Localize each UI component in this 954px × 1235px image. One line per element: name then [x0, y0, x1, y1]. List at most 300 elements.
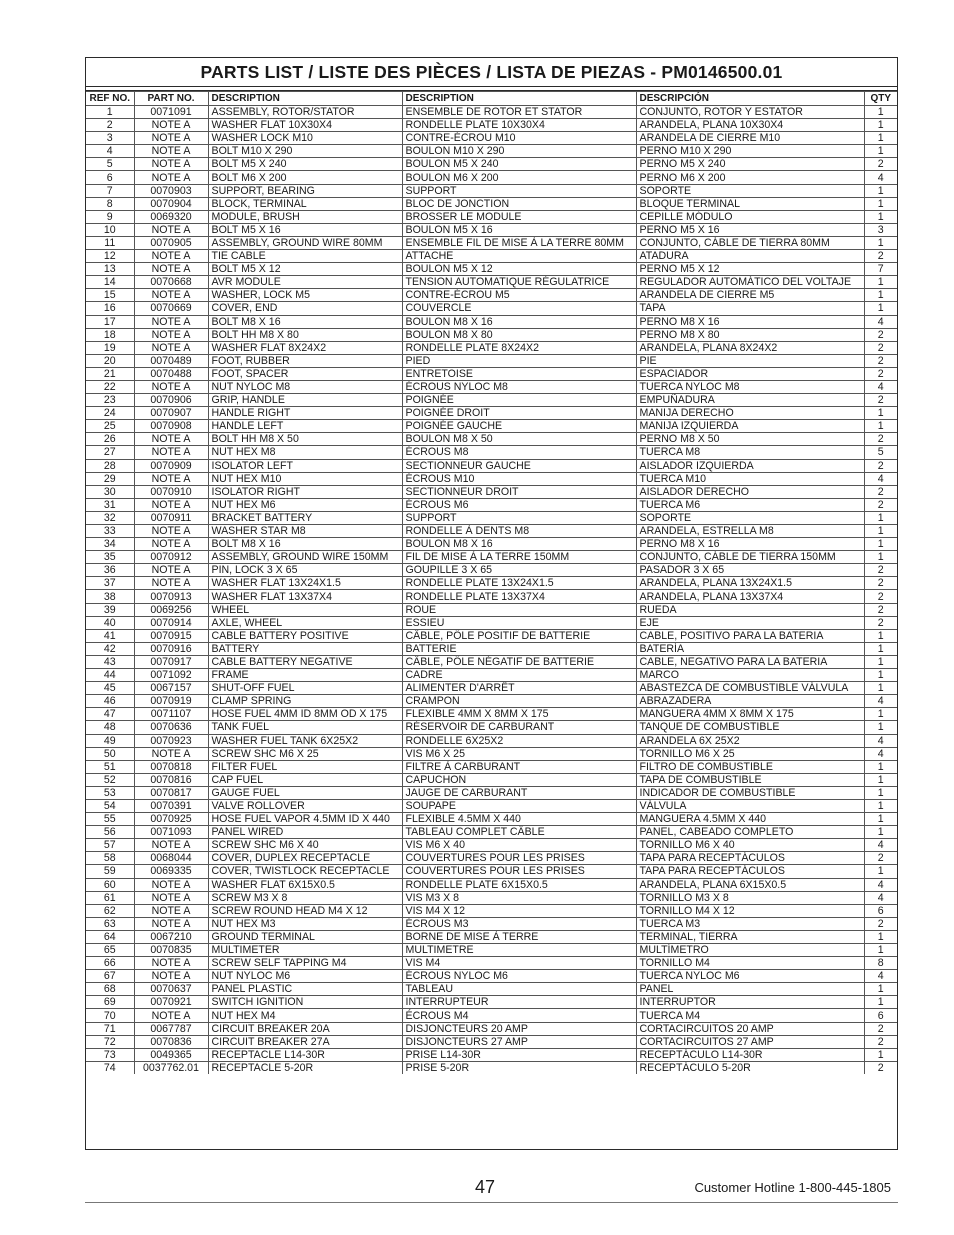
- cell-ref-no: 49: [86, 734, 134, 747]
- cell-ref-no: 67: [86, 970, 134, 983]
- cell-qty: 4: [864, 970, 897, 983]
- cell-description-en: BOLT M5 X 12: [208, 263, 402, 276]
- table-row: [86, 891, 897, 904]
- table-row: [86, 236, 897, 249]
- cell-description-fr: COUVERTURES POUR LES PRISES: [402, 852, 636, 865]
- cell-part-no: 0070904: [134, 197, 208, 210]
- cell-part-no: NOTE A: [134, 132, 208, 145]
- cell-part-no: NOTE A: [134, 957, 208, 970]
- cell-description-es: TAPA PARA RECEPTÁCULOS: [636, 865, 864, 878]
- cell-ref-no: 11: [86, 236, 134, 249]
- cell-description-es: RECEPTÁCULO 5-20R: [636, 1061, 864, 1074]
- cell-description-fr: ENTRETOISE: [402, 367, 636, 380]
- cell-ref-no: 2: [86, 119, 134, 132]
- cell-qty: 1: [864, 407, 897, 420]
- cell-part-no: 0071107: [134, 708, 208, 721]
- cell-part-no: 0070817: [134, 786, 208, 799]
- table-row: [86, 878, 897, 891]
- cell-qty: 2: [864, 590, 897, 603]
- cell-ref-no: 61: [86, 891, 134, 904]
- cell-description-en: HANDLE RIGHT: [208, 407, 402, 420]
- table-row: [86, 983, 897, 996]
- cell-description-fr: TENSION AUTOMATIQUE RÉGULATRICE: [402, 276, 636, 289]
- cell-part-no: 0070906: [134, 394, 208, 407]
- cell-ref-no: 5: [86, 158, 134, 171]
- cell-description-fr: VIS M6 X 25: [402, 747, 636, 760]
- cell-description-en: ISOLATOR RIGHT: [208, 485, 402, 498]
- cell-ref-no: 14: [86, 276, 134, 289]
- cell-description-en: CIRCUIT BREAKER 20A: [208, 1022, 402, 1035]
- table-row: [86, 197, 897, 210]
- cell-ref-no: 59: [86, 865, 134, 878]
- cell-description-es: MULTÍMETRO: [636, 944, 864, 957]
- table-row: [86, 433, 897, 446]
- cell-description-en: MODULE, BRUSH: [208, 210, 402, 223]
- cell-description-fr: SOUPAPE: [402, 799, 636, 812]
- cell-description-en: SCREW SELF TAPPING M4: [208, 957, 402, 970]
- title-bar: [86, 58, 897, 87]
- cell-description-en: FOOT, RUBBER: [208, 354, 402, 367]
- cell-description-es: ARANDELA DE CIERRE M5: [636, 289, 864, 302]
- table-row: [86, 786, 897, 799]
- cell-qty: 2: [864, 354, 897, 367]
- cell-description-es: PERNO M8 X 16: [636, 315, 864, 328]
- cell-description-fr: FIL DE MISE À LA TERRE 150MM: [402, 551, 636, 564]
- table-row: [86, 119, 897, 132]
- cell-description-en: WASHER, LOCK M5: [208, 289, 402, 302]
- table-row: [86, 708, 897, 721]
- cell-description-fr: ENSEMBLE FIL DE MISE À LA TERRE 80MM: [402, 236, 636, 249]
- table-row: [86, 917, 897, 930]
- cell-part-no: NOTE A: [134, 839, 208, 852]
- table-row: [86, 446, 897, 459]
- cell-description-fr: VIS M4: [402, 957, 636, 970]
- cell-part-no: 0070905: [134, 236, 208, 249]
- header-description-es: DESCRIPCIÓN: [636, 92, 864, 106]
- cell-qty: 1: [864, 289, 897, 302]
- table-row: [86, 341, 897, 354]
- cell-qty: 4: [864, 171, 897, 184]
- cell-ref-no: 9: [86, 210, 134, 223]
- cell-description-es: PANEL, CABEADO COMPLETO: [636, 826, 864, 839]
- cell-part-no: 0069256: [134, 603, 208, 616]
- cell-description-es: MANIJA IZQUIERDA: [636, 420, 864, 433]
- table-row: [86, 289, 897, 302]
- cell-description-es: ABRAZADERA: [636, 695, 864, 708]
- cell-ref-no: 35: [86, 551, 134, 564]
- cell-qty: 1: [864, 669, 897, 682]
- cell-description-en: SCREW SHC M6 X 40: [208, 839, 402, 852]
- cell-description-fr: ÉCROUS M3: [402, 917, 636, 930]
- cell-description-en: NUT HEX M6: [208, 498, 402, 511]
- cell-description-es: ARANDELA, PLANA 13X24X1.5: [636, 577, 864, 590]
- cell-ref-no: 71: [86, 1022, 134, 1035]
- cell-description-es: TUERCA M8: [636, 446, 864, 459]
- cell-description-fr: BORNE DE MISE À TERRE: [402, 930, 636, 943]
- cell-ref-no: 8: [86, 197, 134, 210]
- cell-part-no: NOTE A: [134, 891, 208, 904]
- cell-ref-no: 29: [86, 472, 134, 485]
- cell-description-es: ESPACIADOR: [636, 367, 864, 380]
- cell-description-fr: GOUPILLE 3 X 65: [402, 564, 636, 577]
- cell-qty: 2: [864, 485, 897, 498]
- cell-qty: 1: [864, 302, 897, 315]
- table-row: [86, 904, 897, 917]
- cell-description-en: ASSEMBLY, ROTOR/STATOR: [208, 106, 402, 119]
- cell-description-fr: CONTRE-ÉCROU M5: [402, 289, 636, 302]
- cell-description-en: CIRCUIT BREAKER 27A: [208, 1035, 402, 1048]
- cell-ref-no: 18: [86, 328, 134, 341]
- header-description-fr: DESCRIPTION: [402, 92, 636, 106]
- cell-description-fr: BROSSER LE MODULE: [402, 210, 636, 223]
- cell-qty: 2: [864, 852, 897, 865]
- cell-description-es: INDICADOR DE COMBUSTIBLE: [636, 786, 864, 799]
- cell-ref-no: 55: [86, 813, 134, 826]
- cell-qty: 2: [864, 158, 897, 171]
- cell-ref-no: 39: [86, 603, 134, 616]
- cell-description-fr: ROUE: [402, 603, 636, 616]
- cell-description-en: WASHER FLAT 13X37X4: [208, 590, 402, 603]
- cell-qty: 4: [864, 695, 897, 708]
- table-row: [86, 1035, 897, 1048]
- table-row: [86, 407, 897, 420]
- cell-description-en: PANEL PLASTIC: [208, 983, 402, 996]
- table-row: [86, 603, 897, 616]
- table-row: [86, 498, 897, 511]
- cell-ref-no: 63: [86, 917, 134, 930]
- cell-ref-no: 13: [86, 263, 134, 276]
- table-row: [86, 158, 897, 171]
- cell-qty: 2: [864, 367, 897, 380]
- cell-ref-no: 48: [86, 721, 134, 734]
- cell-description-en: GRIP, HANDLE: [208, 394, 402, 407]
- cell-description-en: RECEPTACLE 5-20R: [208, 1061, 402, 1074]
- cell-description-fr: ENSEMBLE DE ROTOR ET STATOR: [402, 106, 636, 119]
- cell-ref-no: 42: [86, 642, 134, 655]
- cell-description-es: TUERCA M4: [636, 1009, 864, 1022]
- cell-description-fr: JAUGE DE CARBURANT: [402, 786, 636, 799]
- cell-description-es: CONJUNTO, CÁBLE DE TIERRA 150MM: [636, 551, 864, 564]
- cell-part-no: NOTE A: [134, 171, 208, 184]
- cell-part-no: 0070489: [134, 354, 208, 367]
- cell-qty: 2: [864, 577, 897, 590]
- cell-description-fr: BOULON M8 X 80: [402, 328, 636, 341]
- table-row: [86, 1009, 897, 1022]
- cell-qty: 2: [864, 616, 897, 629]
- cell-qty: 1: [864, 538, 897, 551]
- table-row: [86, 263, 897, 276]
- table-row: [86, 525, 897, 538]
- cell-description-es: ARANDELA, PLANA 8X24X2: [636, 341, 864, 354]
- cell-ref-no: 66: [86, 957, 134, 970]
- cell-qty: 2: [864, 459, 897, 472]
- cell-description-es: CONJUNTO, ROTOR Y ESTATOR: [636, 106, 864, 119]
- cell-description-es: REGULADOR AUTOMÁTICO DEL VOLTAJE: [636, 276, 864, 289]
- cell-description-es: ABASTEZCA DE COMBUSTIBLE VÁLVULA: [636, 682, 864, 695]
- cell-description-en: BRACKET BATTERY: [208, 511, 402, 524]
- cell-qty: 3: [864, 223, 897, 236]
- table-row: [86, 747, 897, 760]
- cell-description-en: CABLE BATTERY NEGATIVE: [208, 655, 402, 668]
- cell-qty: 1: [864, 682, 897, 695]
- cell-qty: 1: [864, 420, 897, 433]
- table-row: [86, 511, 897, 524]
- cell-ref-no: 15: [86, 289, 134, 302]
- cell-description-fr: SECTIONNEUR DROIT: [402, 485, 636, 498]
- cell-qty: 4: [864, 315, 897, 328]
- cell-description-en: WASHER FUEL TANK 6X25X2: [208, 734, 402, 747]
- cell-description-fr: INTERRUPTEUR: [402, 996, 636, 1009]
- cell-part-no: NOTE A: [134, 878, 208, 891]
- cell-description-en: FILTER FUEL: [208, 760, 402, 773]
- cell-qty: 5: [864, 446, 897, 459]
- table-row: [86, 970, 897, 983]
- cell-description-fr: CÂBLE, PÔLE POSITIF DE BATTERIE: [402, 629, 636, 642]
- cell-qty: 1: [864, 813, 897, 826]
- cell-qty: 1: [864, 184, 897, 197]
- header-qty: QTY: [864, 92, 897, 106]
- cell-description-en: TIE CABLE: [208, 250, 402, 263]
- cell-qty: 1: [864, 511, 897, 524]
- table-row: [86, 852, 897, 865]
- cell-qty: 1: [864, 773, 897, 786]
- cell-description-en: GAUGE FUEL: [208, 786, 402, 799]
- cell-description-en: MULTIMETER: [208, 944, 402, 957]
- cell-description-en: WASHER FLAT 6X15X0.5: [208, 878, 402, 891]
- cell-qty: 1: [864, 197, 897, 210]
- cell-ref-no: 27: [86, 446, 134, 459]
- cell-qty: 2: [864, 341, 897, 354]
- cell-ref-no: 6: [86, 171, 134, 184]
- cell-part-no: 0070836: [134, 1035, 208, 1048]
- table-row: [86, 721, 897, 734]
- cell-ref-no: 65: [86, 944, 134, 957]
- cell-ref-no: 54: [86, 799, 134, 812]
- table-row: [86, 223, 897, 236]
- cell-description-es: TORNILLO M4: [636, 957, 864, 970]
- cell-part-no: NOTE A: [134, 917, 208, 930]
- cell-description-fr: BOULON M5 X 12: [402, 263, 636, 276]
- cell-qty: 1: [864, 119, 897, 132]
- cell-description-fr: BLOC DE JONCTION: [402, 197, 636, 210]
- cell-qty: 1: [864, 786, 897, 799]
- cell-description-en: SHUT-OFF FUEL: [208, 682, 402, 695]
- cell-description-en: NUT HEX M3: [208, 917, 402, 930]
- cell-description-en: TANK FUEL: [208, 721, 402, 734]
- table-row: [86, 106, 897, 119]
- cell-description-en: CAP FUEL: [208, 773, 402, 786]
- cell-description-fr: CRAMPON: [402, 695, 636, 708]
- cell-description-fr: VIS M4 X 12: [402, 904, 636, 917]
- cell-description-es: FILTRO DE COMBUSTIBLE: [636, 760, 864, 773]
- table-row: [86, 813, 897, 826]
- cell-description-es: PERNO M5 X 16: [636, 223, 864, 236]
- cell-qty: 8: [864, 957, 897, 970]
- table-row: [86, 629, 897, 642]
- cell-description-es: EMPUÑADURA: [636, 394, 864, 407]
- cell-description-es: PERNO M8 X 16: [636, 538, 864, 551]
- cell-description-en: WHEEL: [208, 603, 402, 616]
- header-part-no: PART NO.: [134, 92, 208, 106]
- table-row: [86, 551, 897, 564]
- cell-description-fr: PRISE 5-20R: [402, 1061, 636, 1074]
- cell-description-en: WASHER FLAT 8X24X2: [208, 341, 402, 354]
- cell-description-en: SCREW SHC M6 X 25: [208, 747, 402, 760]
- footer-rule: [85, 1202, 898, 1203]
- cell-qty: 2: [864, 1061, 897, 1074]
- cell-description-en: ASSEMBLY, GROUND WIRE 150MM: [208, 551, 402, 564]
- cell-qty: 1: [864, 1048, 897, 1061]
- table-row: [86, 826, 897, 839]
- cell-part-no: 0070391: [134, 799, 208, 812]
- cell-part-no: 0068044: [134, 852, 208, 865]
- cell-qty: 1: [864, 145, 897, 158]
- cell-part-no: 0069335: [134, 865, 208, 878]
- cell-description-es: ATADURA: [636, 250, 864, 263]
- cell-description-fr: DISJONCTEURS 27 AMP: [402, 1035, 636, 1048]
- table-row: [86, 865, 897, 878]
- cell-description-en: RECEPTACLE L14-30R: [208, 1048, 402, 1061]
- cell-qty: 2: [864, 917, 897, 930]
- cell-ref-no: 22: [86, 380, 134, 393]
- cell-description-fr: ÉCROUS M6: [402, 498, 636, 511]
- cell-part-no: NOTE A: [134, 498, 208, 511]
- cell-description-fr: FLEXIBLE 4MM X 8MM X 175: [402, 708, 636, 721]
- cell-description-fr: COUVERCLE: [402, 302, 636, 315]
- table-row: [86, 302, 897, 315]
- cell-part-no: NOTE A: [134, 119, 208, 132]
- cell-ref-no: 53: [86, 786, 134, 799]
- cell-description-es: TUERCA NYLOC M8: [636, 380, 864, 393]
- cell-qty: 2: [864, 328, 897, 341]
- cell-description-es: TUERCA M10: [636, 472, 864, 485]
- cell-ref-no: 25: [86, 420, 134, 433]
- cell-part-no: 0070909: [134, 459, 208, 472]
- cell-description-es: PERNO M8 X 50: [636, 433, 864, 446]
- cell-ref-no: 19: [86, 341, 134, 354]
- cell-qty: 1: [864, 655, 897, 668]
- cell-qty: 1: [864, 106, 897, 119]
- cell-description-en: AXLE, WHEEL: [208, 616, 402, 629]
- parts-table-body: [86, 106, 897, 1075]
- cell-part-no: 0070636: [134, 721, 208, 734]
- cell-description-es: CABLE, POSITIVO PARA LA BATERIA: [636, 629, 864, 642]
- cell-description-fr: BOULON M6 X 200: [402, 171, 636, 184]
- cell-ref-no: 34: [86, 538, 134, 551]
- cell-description-es: MANIJA DERECHO: [636, 407, 864, 420]
- cell-qty: 2: [864, 564, 897, 577]
- cell-description-en: BOLT M8 X 16: [208, 538, 402, 551]
- cell-description-es: CORTACIRCUITOS 27 AMP: [636, 1035, 864, 1048]
- cell-qty: 4: [864, 380, 897, 393]
- cell-description-es: ARANDELA, PLANA 10X30X4: [636, 119, 864, 132]
- table-row: [86, 577, 897, 590]
- table-row: [86, 538, 897, 551]
- cell-qty: 4: [864, 734, 897, 747]
- cell-ref-no: 41: [86, 629, 134, 642]
- cell-description-en: BOLT HH M8 X 50: [208, 433, 402, 446]
- cell-description-en: GROUND TERMINAL: [208, 930, 402, 943]
- cell-ref-no: 45: [86, 682, 134, 695]
- cell-description-fr: ALIMENTER D'ARRÊT: [402, 682, 636, 695]
- cell-qty: 2: [864, 250, 897, 263]
- cell-description-fr: SUPPORT: [402, 511, 636, 524]
- cell-part-no: 0070637: [134, 983, 208, 996]
- cell-qty: 1: [864, 210, 897, 223]
- table-row: [86, 1022, 897, 1035]
- cell-description-fr: POIGNÉE DROIT: [402, 407, 636, 420]
- cell-description-en: NUT HEX M8: [208, 446, 402, 459]
- cell-qty: 2: [864, 1035, 897, 1048]
- cell-description-en: HOSE FUEL 4MM ID 8MM OD X 175: [208, 708, 402, 721]
- cell-description-es: AISLADOR DERECHO: [636, 485, 864, 498]
- cell-description-fr: RONDELLE PLATE 8X24X2: [402, 341, 636, 354]
- cell-description-fr: RONDELLE 6X25X2: [402, 734, 636, 747]
- cell-ref-no: 58: [86, 852, 134, 865]
- cell-description-fr: TABLEAU: [402, 983, 636, 996]
- cell-part-no: 0070919: [134, 695, 208, 708]
- cell-part-no: NOTE A: [134, 433, 208, 446]
- page-number: 47: [475, 1177, 496, 1197]
- table-row: [86, 367, 897, 380]
- cell-part-no: 0067210: [134, 930, 208, 943]
- cell-description-en: NUT HEX M4: [208, 1009, 402, 1022]
- cell-qty: 2: [864, 394, 897, 407]
- cell-ref-no: 68: [86, 983, 134, 996]
- cell-description-fr: BOULON M10 X 290: [402, 145, 636, 158]
- cell-part-no: 0070923: [134, 734, 208, 747]
- cell-description-es: EJE: [636, 616, 864, 629]
- cell-description-fr: CONTRE-ÉCROU M10: [402, 132, 636, 145]
- cell-description-es: AISLADOR IZQUIERDA: [636, 459, 864, 472]
- table-row: [86, 839, 897, 852]
- cell-description-en: SWITCH IGNITION: [208, 996, 402, 1009]
- cell-description-es: ARANDELA DE CIERRE M10: [636, 132, 864, 145]
- cell-description-fr: SUPPORT: [402, 184, 636, 197]
- cell-part-no: 0070908: [134, 420, 208, 433]
- cell-description-es: TAPA DE COMBUSTIBLE: [636, 773, 864, 786]
- cell-description-en: VALVE ROLLOVER: [208, 799, 402, 812]
- table-row: [86, 944, 897, 957]
- cell-part-no: 0069320: [134, 210, 208, 223]
- cell-description-en: BOLT M8 X 16: [208, 315, 402, 328]
- table-row: [86, 682, 897, 695]
- cell-part-no: 0071092: [134, 669, 208, 682]
- cell-ref-no: 30: [86, 485, 134, 498]
- cell-qty: 1: [864, 865, 897, 878]
- cell-description-fr: BOULON M5 X 240: [402, 158, 636, 171]
- cell-description-es: MANGUERA 4.5MM X 440: [636, 813, 864, 826]
- cell-description-fr: ATTACHE: [402, 250, 636, 263]
- cell-qty: 4: [864, 472, 897, 485]
- cell-description-es: CABLE, NEGATIVO PARA LA BATERIA: [636, 655, 864, 668]
- cell-description-en: BOLT M6 X 200: [208, 171, 402, 184]
- cell-description-fr: BOULON M8 X 16: [402, 315, 636, 328]
- cell-description-fr: VIS M3 X 8: [402, 891, 636, 904]
- cell-description-fr: DISJONCTEURS 20 AMP: [402, 1022, 636, 1035]
- cell-description-en: SCREW M3 X 8: [208, 891, 402, 904]
- cell-description-es: PERNO M6 X 200: [636, 171, 864, 184]
- cell-ref-no: 44: [86, 669, 134, 682]
- cell-qty: 1: [864, 996, 897, 1009]
- cell-qty: 2: [864, 603, 897, 616]
- cell-description-fr: ÉCROUS M4: [402, 1009, 636, 1022]
- cell-description-fr: POIGNÉE GAUCHE: [402, 420, 636, 433]
- table-row: [86, 590, 897, 603]
- cell-ref-no: 74: [86, 1061, 134, 1074]
- table-row: [86, 695, 897, 708]
- cell-description-fr: POIGNÉE: [402, 394, 636, 407]
